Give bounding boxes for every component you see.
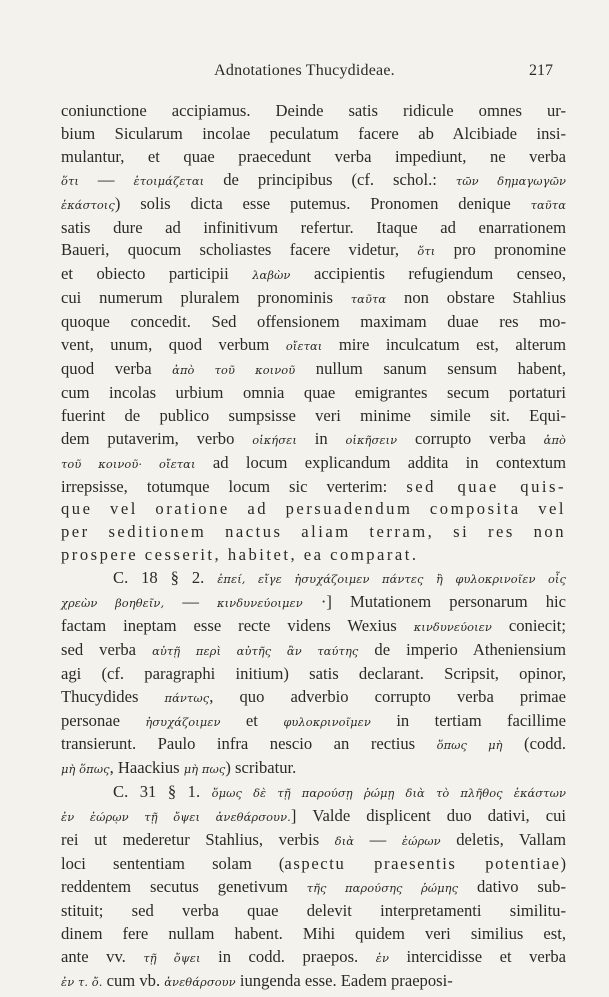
latin-text: coniecit; <box>491 615 566 635</box>
latin-text: mulantur, et quae praecedunt verba impediunt, ne verba <box>61 146 566 166</box>
latin-text: quoque concedit. Sed offensionem maximam duae res mo- <box>61 312 566 332</box>
text-line <box>61 452 566 476</box>
text-line <box>61 829 566 853</box>
latin-text: dem putaverim, verbo <box>61 428 253 448</box>
latin-text: iungenda esse. Eadem praeposi- <box>235 970 453 990</box>
greek-text: ἐπεί, εἴγε ἡσυχάζοιμεν πάντες ἢ φυλοκρινοῖεν οἷς <box>217 572 566 587</box>
latin-text: irrepsisse, totumque locum sic verterim: <box>61 476 407 496</box>
text-line <box>61 311 566 334</box>
text-line <box>61 900 566 923</box>
latin-text: ante vv. <box>61 946 144 966</box>
text-line <box>61 498 566 521</box>
latin-text: rei ut mederetur Stahlius, verbis <box>61 830 335 850</box>
latin-text: Baueri, quocum scholiastes facere videtur, <box>61 240 418 260</box>
text-line <box>61 876 566 900</box>
greek-text: οἰκήσει <box>252 432 297 447</box>
latin-text: personae <box>61 710 146 730</box>
greek-text: τῆς παρούσης ῥώμης <box>306 880 459 895</box>
text-line <box>61 263 566 287</box>
latin-text: loci sententiam solam ( <box>61 854 285 873</box>
latin-text: ad locum explicandum addita in contextum <box>195 452 566 472</box>
latin-text: reddentem secutus genetivum <box>61 876 307 896</box>
text-line <box>61 567 566 591</box>
greek-text: τῇ ὄψει <box>143 950 201 965</box>
greek-text: ἐν <box>375 950 389 965</box>
latin-text: factam ineptam esse recte videns Wexius <box>61 615 414 635</box>
latin-text: fuerint de publico sumpsisse veri minime simile sit. Equi- <box>61 405 566 425</box>
greek-text: φυλοκρινοῖμεν <box>283 714 371 729</box>
greek-text: ἀνεθάρσουν <box>164 974 236 989</box>
latin-text: — <box>78 169 134 189</box>
text-line <box>61 923 566 946</box>
text-line <box>61 123 566 146</box>
text-line <box>61 193 566 217</box>
latin-text: transierunt. Paulo infra nescio an rectius <box>61 734 437 754</box>
latin-text: C. 31 § 1. <box>113 782 212 802</box>
spaced-text: per seditionem nactus aliam terram, si res non <box>61 522 566 542</box>
greek-text: τῶν δημαγωγῶν <box>455 173 566 188</box>
greek-text: τοῦ κοινοῦ· οἴεται <box>61 456 196 471</box>
greek-text: μὴ πως <box>183 762 226 777</box>
greek-text: πάντως <box>164 690 210 705</box>
greek-text: ἐν τ. ὄ. <box>61 974 103 989</box>
latin-text: in codd. praepos. <box>200 946 376 966</box>
greek-text: ἀπὸ <box>543 432 566 447</box>
text-line <box>61 169 566 193</box>
greek-text: λαβὼν <box>252 268 291 283</box>
latin-text: et <box>220 710 284 730</box>
latin-text: coniunctione accipiamus. Deinde satis ridicule omnes ur- <box>61 101 566 120</box>
text-line <box>61 239 566 263</box>
latin-text: dativo sub- <box>458 876 566 896</box>
latin-text: satis dure ad infinitivum refertur. Itaque ad enarrationem <box>61 217 566 237</box>
latin-text: sed verba <box>61 639 153 659</box>
greek-text: ταῦτα <box>530 197 566 212</box>
latin-text: ) <box>560 854 566 873</box>
greek-text: ἑκάστοις <box>61 197 115 212</box>
latin-text: de imperio Atheniensium <box>358 639 566 659</box>
latin-text: bium Sicularum incolae peculatum facere ab Alcibiade insi- <box>61 123 566 143</box>
greek-text: κινδυνεύοιμεν <box>217 596 303 611</box>
text-line <box>61 733 566 757</box>
latin-text: corrupto verba <box>397 428 544 448</box>
greek-text: αὐτῇ περὶ αὐτῆς ἂν ταύτης <box>152 643 359 658</box>
latin-text: ·] Mutationem personarum hic <box>302 592 567 612</box>
text-line <box>61 476 566 499</box>
greek-text: χρεὼν βοηθεῖν, <box>61 596 165 611</box>
greek-text: ἑτοιμάζεται <box>133 173 205 188</box>
greek-text: οἰκῆσειν <box>345 432 398 447</box>
running-head <box>0 62 609 86</box>
page-number: 217 <box>529 62 553 79</box>
text-line <box>61 521 566 544</box>
spaced-text: sed quae quis- <box>406 476 566 496</box>
latin-text: non obstare Stahlius <box>386 288 566 308</box>
text-line <box>61 970 566 994</box>
latin-text: et obiecto participii <box>61 264 253 284</box>
running-title: Adnotationes Thucydideae. <box>214 62 395 79</box>
greek-text: ὅτι <box>61 173 79 188</box>
spaced-text: aspectu praesentis potentiae <box>284 854 561 873</box>
text-line <box>61 428 566 452</box>
latin-text: (codd. <box>502 734 566 754</box>
text-line <box>61 639 566 663</box>
latin-text: ) solis dicta esse putemus. Pronomen denique <box>114 193 531 213</box>
latin-text: , quo adverbio corrupto verba primae <box>209 686 566 706</box>
greek-text: ἀπὸ τοῦ κοινοῦ <box>172 362 296 377</box>
greek-text: ὅτι <box>417 244 436 259</box>
text-line <box>61 287 566 311</box>
greek-text: μὴ ὅπως <box>61 762 110 777</box>
latin-text: vent, unum, quod verbum <box>61 335 286 355</box>
greek-text: ἐν ἑώρῳν τῇ ὄψει ἀνεθάρσουν. <box>61 810 291 825</box>
text-line <box>61 686 566 710</box>
greek-text: ὅπως μὴ <box>436 738 503 753</box>
latin-text: ) scribatur. <box>225 758 297 778</box>
text-line <box>61 146 566 169</box>
latin-text: nullum sanum sensum habent, <box>295 358 566 378</box>
text-line <box>61 358 566 382</box>
text-line <box>61 405 566 428</box>
text-line <box>61 757 566 781</box>
text-line <box>61 100 566 123</box>
greek-text: ἡσυχάζοιμεν <box>145 714 221 729</box>
latin-text: cum incolas urbium omnia quae emigrantes secum portaturi <box>61 382 566 402</box>
greek-text: ἑώρων <box>401 834 441 849</box>
latin-text: ] Valde displicent duo dativi, cui <box>290 806 567 826</box>
latin-text: — <box>164 592 218 612</box>
latin-text: Thucydides <box>61 686 165 706</box>
text-line <box>61 217 566 240</box>
greek-text: οἴεται <box>285 339 323 354</box>
latin-text: de principibus (cf. schol.: <box>204 169 456 189</box>
text-line <box>61 615 566 639</box>
text-line <box>61 853 566 876</box>
text-line <box>61 544 566 567</box>
latin-text: accipientis refugiendum censeo, <box>290 264 566 284</box>
text-line <box>61 382 566 405</box>
greek-text: διὰ <box>334 834 355 849</box>
spaced-text: que vel oratione ad persuadendum composita vel <box>61 499 566 519</box>
greek-text: ὅμως δὲ τῇ παρούσῃ ῥώμῃ διὰ τὸ πλῆθος ἑκάστων <box>211 786 566 801</box>
latin-text: stituit; sed verba quae delevit interpretamenti similitu- <box>61 900 566 920</box>
latin-text: C. 18 § 2. <box>113 568 218 588</box>
latin-text: intercidisse et verba <box>389 946 566 966</box>
text-line <box>61 591 566 615</box>
spaced-text: prospere cesserit, habitet, ea comparat. <box>61 545 419 565</box>
latin-text: , Haackius <box>109 758 184 778</box>
text-line <box>61 781 566 805</box>
text-line <box>61 663 566 686</box>
text-line <box>61 805 566 829</box>
latin-text: — <box>354 830 402 850</box>
greek-text: κινδυνεύοιεν <box>413 619 492 634</box>
latin-text: cui numerum pluralem pronominis <box>61 288 351 308</box>
latin-text: mire inculcatum est, alterum <box>322 335 566 355</box>
greek-text: ταῦτα <box>350 292 387 307</box>
latin-text: agi (cf. paragraphi initium) satis declarant. Scripsit, opinor, <box>61 663 566 683</box>
latin-text: in tertiam facillime <box>370 710 566 730</box>
latin-text: in <box>296 428 346 448</box>
text-line <box>61 946 566 970</box>
body-text <box>61 100 566 993</box>
latin-text: dinem fere nullam habent. Mihi quidem veri similius est, <box>61 923 566 943</box>
text-line <box>61 334 566 358</box>
latin-text: pro pronomine <box>435 240 566 260</box>
latin-text: quod verba <box>61 358 173 378</box>
latin-text: cum vb. <box>102 970 165 990</box>
latin-text: deletis, Vallam <box>440 830 567 850</box>
text-line <box>61 710 566 734</box>
